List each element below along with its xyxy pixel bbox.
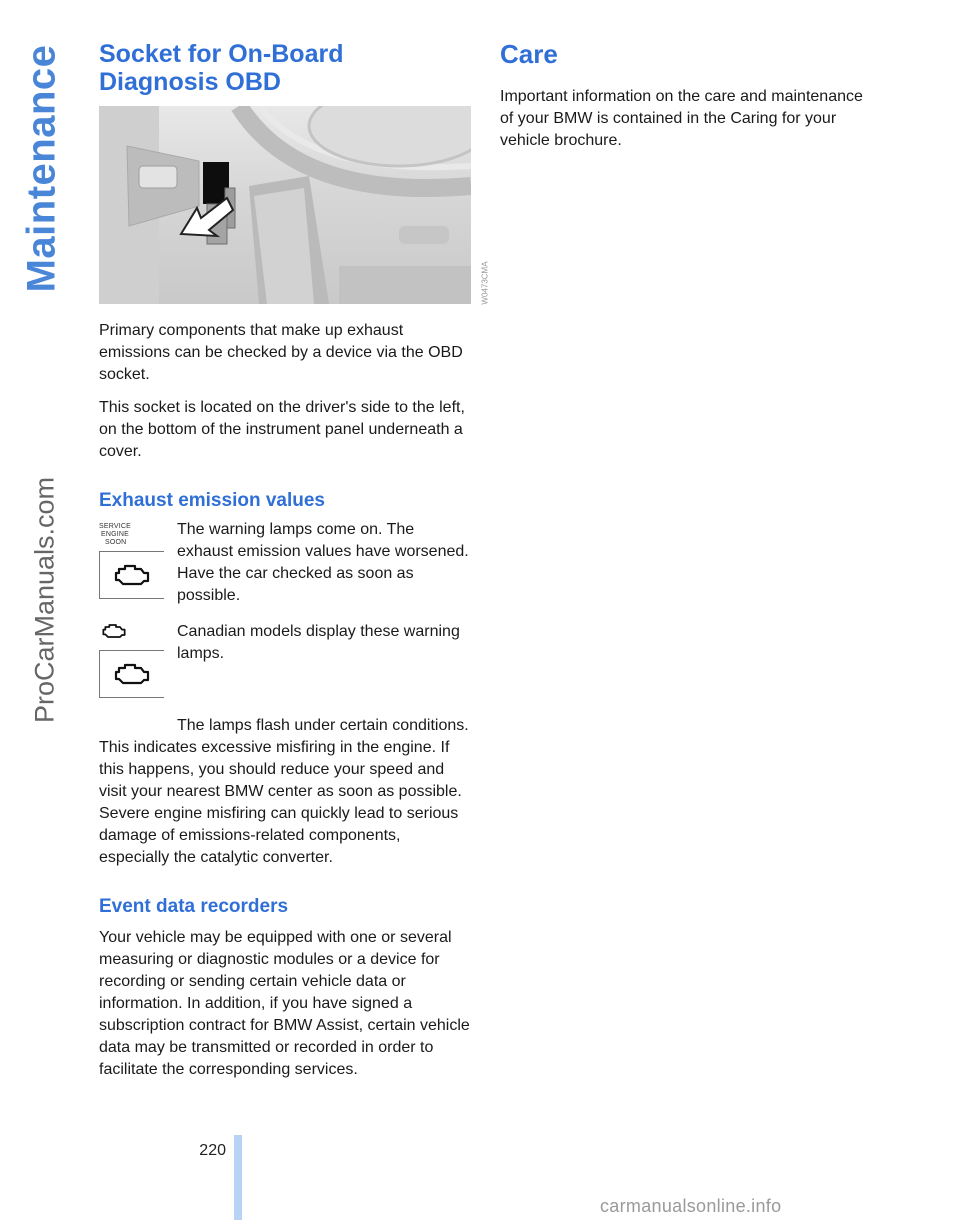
obd-paragraph-2: This socket is located on the driver's side to the left, on the bottom of the instrument panel underneath a cover. — [99, 399, 465, 460]
edr-paragraph: Your vehicle may be equipped with one or several measuring or diagnostic modules or a device for recording or sending certain vehicle data or information. In addition, if you have signed a subscription contract for BMW Assist, certain vehicle data may be transmitted or recorded in order to facilitate the corresponding services. — [99, 929, 470, 1078]
obd-paragraph-1: Primary components that make up exhaust emissions can be checked by a device via the OBD socket. — [99, 322, 463, 383]
exhaust-heading: Exhaust emission values — [99, 490, 325, 511]
left-column — [99, 40, 471, 1081]
section-label: Maintenance — [19, 44, 64, 293]
soon-text: SOON — [105, 539, 127, 546]
obd-title: Socket for On-Board Diagnosis OBD — [99, 40, 344, 96]
check-engine-icon — [99, 551, 164, 599]
service-text: SERVICE — [99, 523, 132, 530]
care-paragraph: Important information on the care and maintenance of your BMW is contained in the Caring for your vehicle brochure. — [500, 88, 863, 149]
page-number: 220 — [199, 1142, 226, 1159]
right-column — [500, 40, 870, 152]
lamp-row-2 — [99, 621, 471, 691]
service-engine-lamp — [99, 523, 165, 599]
footer-watermark: carmanualsonline.info — [600, 1196, 782, 1216]
check-engine-icon — [99, 650, 164, 698]
obd-socket-photo — [99, 106, 471, 304]
section-tab — [19, 36, 64, 293]
side-watermark: ProCarManuals.com — [29, 476, 60, 724]
lamp1-text: The warning lamps come on. The exhaust emission values have worsened. Have the car checked as soon as possible. — [177, 521, 469, 604]
page-bar — [234, 1135, 242, 1220]
engine-text: ENGINE — [101, 531, 130, 538]
obd-photo-illustration — [99, 106, 471, 304]
flash-paragraph: The lamps flash under certain conditions. This indicates excessive misfiring in the engine. If this happens, you should reduce your speed and visit your nearest BMW center as soon as possible. Severe engine misfiring can quickly lead to serious damage of emissions-related components, especially the catalytic converter. — [99, 717, 469, 866]
photo-code: W0473CMA — [480, 261, 490, 305]
lamp-row-1 — [99, 519, 471, 609]
care-heading: Care — [500, 39, 558, 69]
edr-heading: Event data recorders — [99, 896, 289, 917]
lamp2-text: Canadian models display these warning lamps. — [177, 623, 460, 662]
check-engine-icon — [101, 623, 165, 644]
